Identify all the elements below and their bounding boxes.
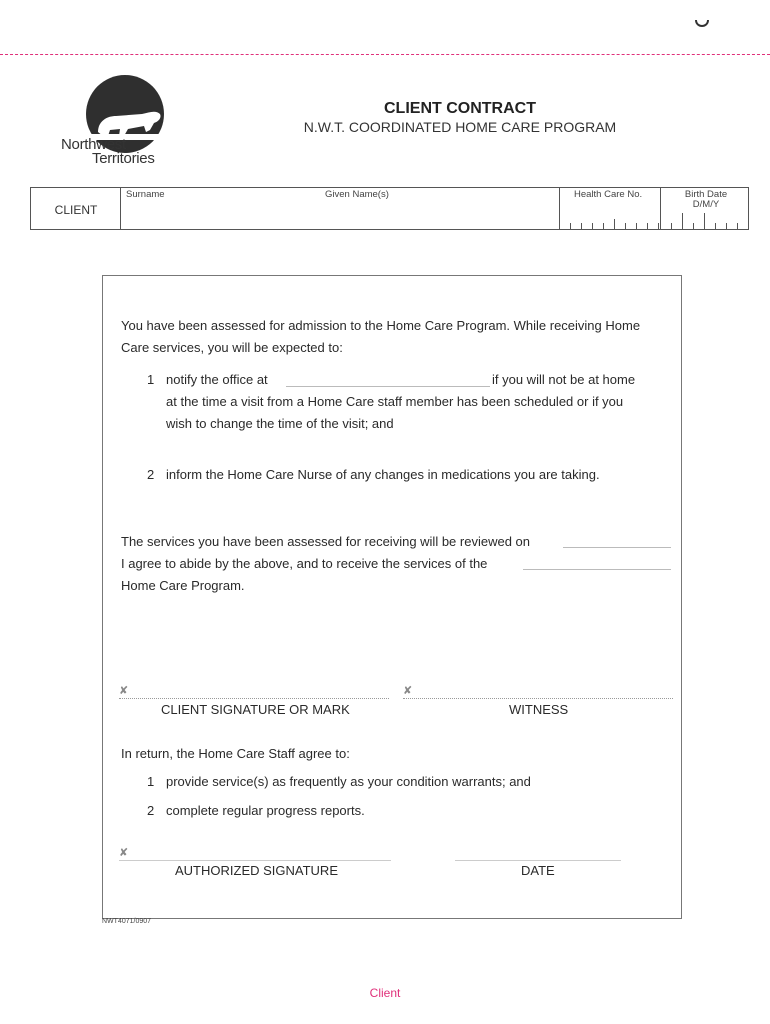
copy-label: Client [369, 986, 401, 1000]
given-names-label: Given Name(s) [325, 189, 389, 200]
witness-label: WITNESS [509, 702, 569, 717]
client-label-cell [31, 188, 121, 229]
client-item-1-text-a: notify the office at [166, 372, 268, 387]
perforation-line [0, 54, 770, 55]
form-code: NWT4071/0907 [102, 918, 152, 925]
client-item-1-line-3: wish to change the time of the visit; and [166, 416, 394, 431]
authorized-signature-mark-icon: ✘ [119, 847, 129, 859]
client-signature-mark-icon: ✘ [119, 685, 129, 697]
authorized-signature-field[interactable] [119, 860, 391, 861]
client-item-2-text: inform the Home Care Nurse of any changes in medications you are taking. [166, 467, 600, 482]
health-care-no-label: Health Care No. [574, 189, 643, 200]
contract-box [102, 275, 682, 919]
client-row-label: CLIENT [54, 203, 98, 217]
health-care-no-cell[interactable] [559, 188, 661, 229]
client-item-2-number: 2 [147, 467, 155, 482]
surname-label: Surname [126, 189, 165, 200]
staff-item-1-text: provide service(s) as frequently as your condition warrants; and [166, 774, 531, 789]
staff-item-2-text: complete regular progress reports. [166, 803, 365, 818]
staff-intro: In return, the Home Care Staff agree to: [121, 746, 350, 761]
office-contact-field[interactable] [286, 386, 490, 387]
client-item-1-text-b: if you will not be at home [492, 372, 636, 387]
witness-signature-field[interactable] [403, 698, 673, 699]
logo-text-line1: Northwest [61, 136, 126, 153]
date-field[interactable] [455, 860, 621, 861]
birth-date-ticks[interactable] [671, 221, 749, 229]
staff-item-2-number: 2 [147, 803, 155, 818]
birth-date-label: Birth Date [684, 189, 728, 200]
health-care-no-ticks [570, 221, 660, 229]
client-signature-field[interactable] [119, 698, 389, 699]
intro-line-2: Care services, you will be expected to: [121, 340, 343, 355]
intro-line-1: You have been assessed for admission to the Home Care Program. While receiving Home [121, 318, 641, 333]
agreement-field[interactable] [523, 569, 671, 570]
birth-date-format: D/M/Y [692, 199, 720, 210]
staff-item-1-number: 1 [147, 774, 155, 789]
agree-line-2: Home Care Program. [121, 578, 245, 593]
authorized-signature-label: AUTHORIZED SIGNATURE [175, 863, 338, 878]
page-subtitle: N.W.T. COORDINATED HOME CARE PROGRAM [303, 119, 617, 135]
review-date-field[interactable] [563, 547, 671, 548]
date-label: DATE [521, 863, 555, 878]
review-line: The services you have been assessed for receiving will be reviewed on [121, 534, 530, 549]
agree-line-1: I agree to abide by the above, and to receive the services of the [121, 556, 488, 571]
logo-text-line2: Territories [92, 150, 155, 167]
witness-signature-mark-icon: ✘ [403, 685, 413, 697]
client-signature-label: CLIENT SIGNATURE OR MARK [161, 702, 350, 717]
client-item-1-number: 1 [147, 372, 155, 387]
client-info-table [30, 187, 749, 230]
client-item-1-line-2: at the time a visit from a Home Care staff member has been scheduled or if you [166, 394, 624, 409]
hook-icon [693, 14, 711, 34]
page-title: CLIENT CONTRACT [384, 100, 536, 117]
